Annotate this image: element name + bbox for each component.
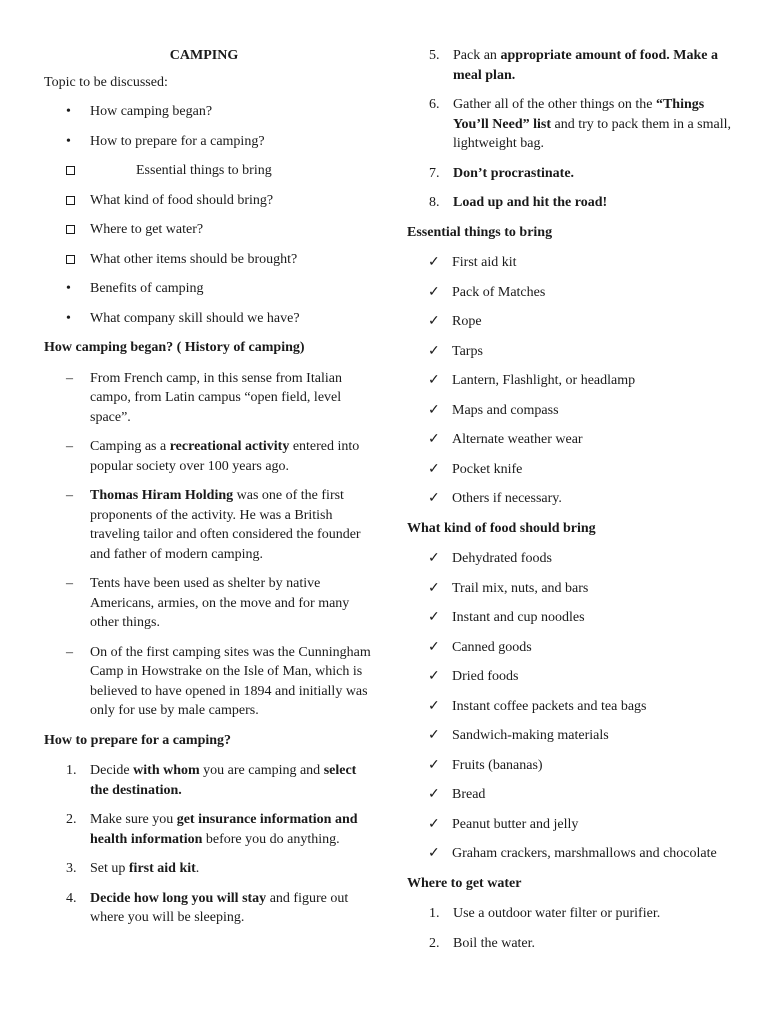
step-number: 6.	[429, 97, 440, 112]
topic-item	[44, 161, 374, 181]
check-text: First aid kit	[452, 255, 517, 270]
step-number: 7.	[429, 165, 440, 181]
step-text: Boil the water.	[453, 935, 536, 951]
step-item	[44, 761, 374, 800]
bullet-icon: •	[66, 104, 71, 119]
topic-text: Where to get water?	[90, 222, 204, 237]
checkmark-icon: ✓	[428, 787, 440, 802]
history-item	[44, 574, 374, 633]
bold-text: “Things You’ll Need” list	[453, 97, 705, 132]
prepare-steps-continued	[407, 46, 737, 213]
history-item	[44, 486, 374, 564]
text-run: was one of the first proponents of the activity. He was a British traveling tailor and often considered the founder and father of modern camping.	[90, 488, 361, 562]
water-heading: Where to get water	[407, 875, 522, 891]
check-item	[407, 697, 737, 717]
item-text	[90, 439, 359, 474]
check-text: Trail mix, nuts, and bars	[452, 580, 589, 596]
topic-text: What company skill should we have?	[90, 310, 300, 326]
checkmark-icon: ✓	[428, 402, 440, 418]
check-text: Dehydrated foods	[452, 551, 552, 566]
topic-item	[44, 309, 374, 329]
check-text: Others if necessary.	[452, 491, 562, 506]
check-text: Peanut butter and jelly	[452, 816, 579, 832]
bold-text: Decide how long you will stay	[90, 890, 267, 906]
check-text: Fruits (bananas)	[452, 757, 543, 773]
dash-icon: –	[66, 488, 73, 503]
check-text: Dried foods	[452, 669, 519, 684]
topic-text: Essential things to bring	[136, 163, 272, 178]
bold-text: get insurance information and health information	[90, 812, 358, 847]
item-text	[90, 861, 199, 876]
topic-item	[44, 191, 374, 211]
food-heading: What kind of food should bring	[407, 520, 596, 536]
step-item	[407, 46, 737, 85]
left-column	[44, 46, 374, 938]
item-text	[90, 371, 342, 425]
check-text: Alternate weather wear	[452, 432, 583, 447]
bold-text: Load up and hit the road!	[453, 195, 608, 210]
check-text: Sandwich-making materials	[452, 728, 609, 743]
topic-intro: Topic to be discussed:	[44, 74, 168, 90]
check-text: Graham crackers, marshmallows and chocolate	[452, 846, 717, 861]
text-run: On of the first camping sites was the Cunningham Camp in Howstrake on the Isle of Man, which is believed to have opened in 1894 and initially was only for use by male campers.	[90, 644, 371, 718]
check-text: Lantern, Flashlight, or headlamp	[452, 373, 636, 388]
check-text: Instant and cup noodles	[452, 610, 585, 625]
step-item	[407, 193, 737, 213]
topic-item	[44, 132, 374, 152]
check-item	[407, 489, 737, 509]
check-item	[407, 430, 737, 450]
step-item	[44, 810, 374, 849]
document-title: CAMPING	[169, 48, 239, 63]
check-item	[407, 579, 737, 599]
checkmark-icon: ✓	[428, 698, 440, 714]
step-item	[44, 859, 374, 879]
dash-icon: –	[66, 439, 73, 454]
checkmark-icon: ✓	[428, 580, 440, 596]
step-number: 8.	[429, 195, 440, 210]
checkmark-icon: ✓	[428, 461, 440, 477]
essentials-list	[407, 253, 737, 509]
topic-item	[44, 279, 374, 299]
check-text: Canned goods	[452, 639, 532, 655]
checkbox-icon	[66, 225, 75, 234]
check-text: Bread	[452, 787, 486, 802]
item-text	[90, 576, 349, 630]
step-number: 2.	[66, 812, 77, 827]
check-item	[407, 608, 737, 628]
essentials-heading: Essential things to bring	[407, 224, 553, 240]
step-item	[407, 164, 737, 184]
dash-icon: –	[66, 576, 73, 591]
checkmark-icon: ✓	[428, 551, 440, 566]
text-run: Decide	[90, 763, 134, 778]
check-item	[407, 312, 737, 332]
check-item	[407, 401, 737, 421]
check-item	[407, 785, 737, 805]
water-list	[407, 904, 737, 953]
step-number: 4.	[66, 890, 77, 906]
bold-text: Thomas Hiram Holding	[90, 488, 234, 503]
topic-text: How camping began?	[90, 104, 213, 119]
item-text	[90, 812, 358, 847]
checkbox-icon	[66, 166, 75, 175]
bold-text: select the destination.	[90, 763, 357, 798]
step-number: 1.	[429, 906, 440, 921]
text-run: before you do anything.	[202, 831, 340, 847]
text-run: From French camp, in this sense from Italian campo, from Latin campus “open field, level space”.	[90, 370, 342, 425]
text-run: .	[195, 861, 200, 876]
bullet-icon: •	[66, 281, 71, 296]
text-run: Make sure you	[90, 812, 177, 827]
history-item	[44, 643, 374, 721]
text-run: and try to pack them in a small, lightweight bag.	[453, 116, 732, 151]
bold-text: recreational activity	[169, 439, 290, 454]
step-item	[407, 934, 737, 954]
checkmark-icon: ✓	[428, 669, 440, 684]
topic-item	[44, 102, 374, 122]
checkmark-icon: ✓	[428, 255, 440, 270]
text-run: and figure out where you will be sleeping.	[90, 890, 349, 925]
check-item	[407, 549, 737, 569]
item-text	[453, 48, 718, 83]
checkmark-icon: ✓	[428, 728, 440, 743]
food-list	[407, 549, 737, 864]
check-item	[407, 726, 737, 746]
step-number: 3.	[66, 861, 77, 876]
dash-icon: –	[66, 644, 73, 660]
check-text: Pack of Matches	[452, 284, 546, 300]
check-item	[407, 283, 737, 303]
text-run: entered into popular society over 100 years ago.	[90, 439, 360, 474]
checkmark-icon: ✓	[428, 491, 440, 506]
bold-text: appropriate amount of food. Make a meal plan.	[453, 48, 718, 83]
check-text: Instant coffee packets and tea bags	[452, 698, 647, 714]
topic-text: What other items should be brought?	[90, 251, 298, 267]
bold-text: first aid kit	[128, 861, 196, 876]
bullet-icon: •	[66, 133, 71, 149]
step-item	[407, 904, 737, 924]
item-text	[90, 763, 356, 798]
checkbox-icon	[66, 196, 75, 205]
checkmark-icon: ✓	[428, 816, 440, 832]
item-text	[90, 488, 361, 562]
checkmark-icon: ✓	[428, 610, 440, 625]
checkmark-icon: ✓	[428, 284, 440, 300]
history-heading: How camping began? ( History of camping)	[44, 340, 305, 355]
topic-text: How to prepare for a camping?	[90, 133, 265, 149]
topic-text: What kind of food should bring?	[90, 192, 274, 208]
check-text: Maps and compass	[452, 402, 559, 418]
topic-item	[44, 220, 374, 240]
item-text	[90, 645, 371, 719]
check-text: Tarps	[452, 343, 483, 359]
check-item	[407, 342, 737, 362]
check-item	[407, 253, 737, 273]
topic-text: Benefits of camping	[90, 281, 204, 296]
step-item	[44, 889, 374, 928]
text-run: Pack an	[453, 48, 501, 63]
checkbox-icon	[66, 255, 75, 264]
checkmark-icon: ✓	[428, 846, 440, 861]
checkmark-icon: ✓	[428, 639, 440, 655]
step-item	[407, 95, 737, 154]
check-item	[407, 844, 737, 864]
item-text	[90, 891, 348, 926]
prepare-heading: How to prepare for a camping?	[44, 732, 232, 748]
checkmark-icon: ✓	[428, 343, 440, 359]
check-item	[407, 638, 737, 658]
step-number: 2.	[429, 935, 440, 951]
checkmark-icon: ✓	[428, 373, 440, 388]
text-run: Gather all of the other things on the	[453, 97, 656, 112]
history-list	[44, 369, 374, 721]
check-text: Pocket knife	[452, 461, 523, 477]
check-item	[407, 371, 737, 391]
history-item	[44, 437, 374, 476]
bullet-icon: •	[66, 310, 71, 326]
item-text	[453, 97, 731, 151]
topic-list	[44, 102, 374, 328]
check-item	[407, 460, 737, 480]
right-column	[407, 46, 737, 963]
text-run: Camping as a	[90, 439, 170, 454]
step-number: 5.	[429, 48, 440, 63]
check-item	[407, 756, 737, 776]
bold-text: with whom	[133, 763, 200, 778]
check-item	[407, 667, 737, 687]
checkmark-icon: ✓	[428, 314, 440, 329]
text-run: you are camping and	[199, 763, 324, 778]
item-text	[453, 166, 574, 181]
history-item	[44, 369, 374, 428]
check-text: Rope	[452, 314, 482, 329]
prepare-steps	[44, 761, 374, 928]
step-text: Use a outdoor water filter or purifier.	[453, 906, 661, 921]
text-run: Set up	[90, 861, 129, 876]
checkmark-icon: ✓	[428, 757, 440, 773]
text-run: Tents have been used as shelter by native Americans, armies, on the move and for many other things.	[90, 576, 350, 630]
item-text	[453, 195, 607, 210]
bold-text: Don’t procrastinate.	[453, 165, 575, 181]
topic-item	[44, 250, 374, 270]
checkmark-icon: ✓	[428, 432, 440, 447]
dash-icon: –	[66, 370, 73, 386]
check-item	[407, 815, 737, 835]
step-number: 1.	[66, 763, 77, 778]
